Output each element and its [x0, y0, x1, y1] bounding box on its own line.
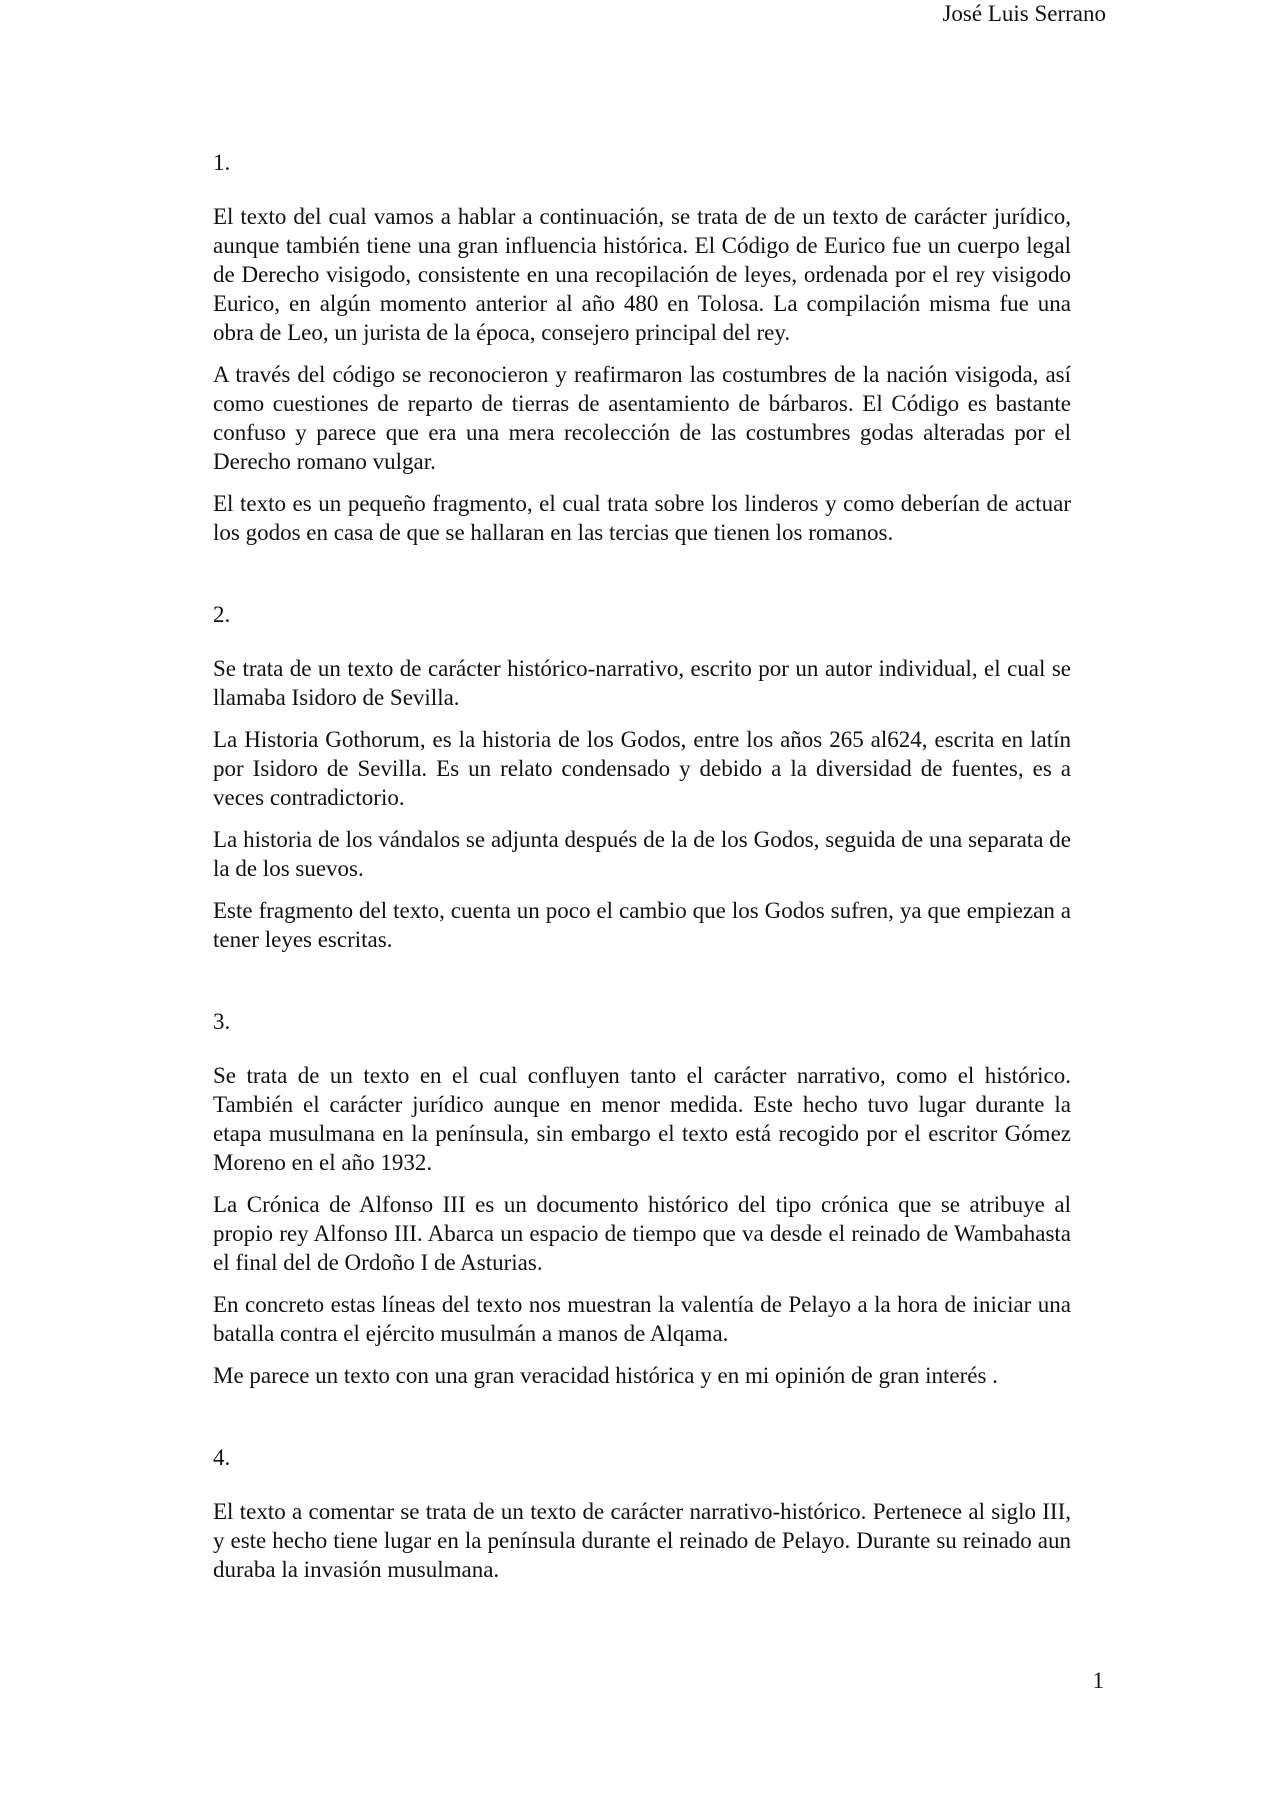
section-number: 2.	[213, 602, 231, 627]
paragraph: A través del código se reconocieron y reafirmaron las costumbres de la nación visigoda, así como cuestiones de reparto de tierras de asentamiento de bárbaros. El Código es bastante confuso y parece que era una mera recolección de las costumbres godas alteradas por el Derecho romano vulgar.	[213, 362, 1071, 474]
paragraph: El texto del cual vamos a hablar a continuación, se trata de de un texto de carácter jurídico, aunque también tiene una gran influencia histórica. El Código de Eurico fue un cuerpo legal de Derecho visigodo, consistente en una recopilación de leyes, ordenada por el rey visigodo Eurico, en algún momento anterior al año 480 en Tolosa. La compilación misma fue una obra de Leo, un jurista de la época, consejero principal del rey.	[213, 204, 1071, 345]
page-number: 1	[1092, 1668, 1104, 1693]
section-4	[213, 1444, 1071, 1584]
section-2	[213, 601, 1071, 954]
section-1	[213, 149, 1071, 547]
paragraph: La Historia Gothorum, es la historia de los Godos, entre los años 265 al624, escrita en latín por Isidoro de Sevilla. Es un relato condensado y debido a la diversidad de fuentes, es a veces contradictorio.	[213, 727, 1071, 810]
document-body	[213, 149, 1071, 1597]
paragraph: Se trata de un texto en el cual confluyen tanto el carácter narrativo, como el histórico. También el carácter jurídico aunque en menor medida. Este hecho tuvo lugar durante la etapa musulmana en la península, sin embargo el texto está recogido por el escritor Gómez Moreno en el año 1932.	[213, 1063, 1071, 1175]
paragraph: En concreto estas líneas del texto nos muestran la valentía de Pelayo a la hora de iniciar una batalla contra el ejército musulmán a manos de Alqama.	[213, 1292, 1071, 1346]
paragraph: Se trata de un texto de carácter histórico-narrativo, escrito por un autor individual, el cual se llamaba Isidoro de Sevilla.	[213, 656, 1071, 710]
paragraph: El texto a comentar se trata de un texto de carácter narrativo-histórico. Pertenece al siglo III, y este hecho tiene lugar en la península durante el reinado de Pelayo. Durante su reinado aun duraba la invasión musulmana.	[213, 1499, 1071, 1582]
page-header-author: José Luis Serrano	[942, 1, 1106, 26]
paragraph: La Crónica de Alfonso III es un documento histórico del tipo crónica que se atribuye al propio rey Alfonso III. Abarca un espacio de tiempo que va desde el reinado de Wambahasta el final del de Ordoño I de Asturias.	[213, 1192, 1071, 1275]
section-number: 3.	[213, 1009, 231, 1034]
paragraph: La historia de los vándalos se adjunta después de la de los Godos, seguida de una separata de la de los suevos.	[213, 827, 1071, 881]
section-number: 4.	[213, 1445, 231, 1470]
paragraph: Este fragmento del texto, cuenta un poco el cambio que los Godos sufren, ya que empiezan a tener leyes escritas.	[213, 898, 1071, 952]
section-3	[213, 1008, 1071, 1390]
paragraph: El texto es un pequeño fragmento, el cual trata sobre los linderos y como deberían de actuar los godos en casa de que se hallaran en las tercias que tienen los romanos.	[213, 491, 1071, 545]
paragraph: Me parece un texto con una gran veracidad histórica y en mi opinión de gran interés .	[213, 1363, 998, 1388]
section-number: 1.	[213, 150, 231, 175]
